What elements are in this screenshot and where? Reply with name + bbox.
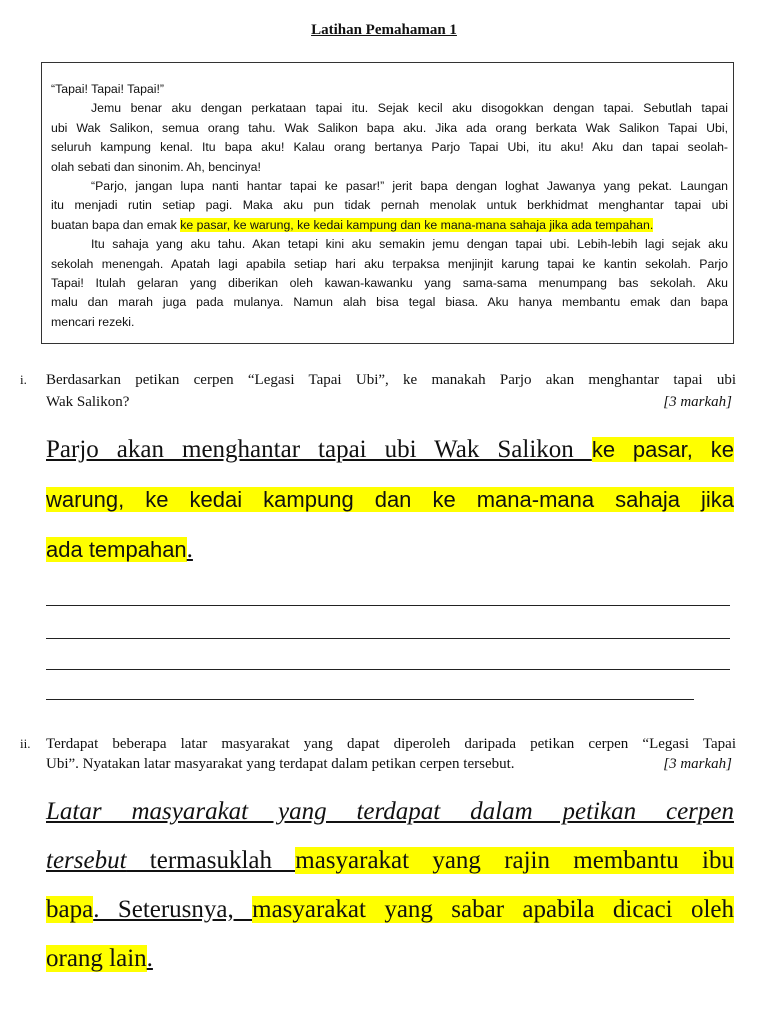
passage-line: mencari rezeki. [51,314,135,329]
blank-answer-line[interactable] [46,638,730,639]
answer-highlight: ke pasar, ke [591,437,734,462]
passage-line: “Parjo, jangan lupa nanti hantar tapai ke pasar!” jerit bapa dengan loghat Jawanya yang pekat. Laungan [91,179,728,193]
passage-line: malu dan marah juga pada mulanya. Namun alah bisa tegal biasa. Aku hanya membantu emak dan bapa [51,295,728,310]
passage-line: Tapai! Itulah gelaran yang diberikan oleh kawan-kawanku yang sama-sama menumpang bas sekolah. Aku [51,276,728,290]
question-text: Wak Salikon? [46,394,130,410]
answer-2-line: Latar masyarakat yang terdapat dalam petikan cerpen [46,798,734,825]
blank-answer-line[interactable] [46,699,694,700]
passage-line: seluruh kampung kenal. Itu bapa aku! Kalau orang bertanya Parjo Tapai Ubi, itu aku! Aku dan tapai seolah- [51,140,728,155]
marks-label: [3 markah] [663,394,732,410]
answer-2-line: orang lain. [46,945,153,972]
answer-highlight: ada tempahan [46,537,187,562]
answer-2-line: bapa. Seterusnya, masyarakat yang sabar apabila dicaci oleh [46,896,734,923]
passage-line: “Tapai! Tapai! Tapai!” [51,82,165,96]
answer-1-line [46,483,734,517]
passage-line: olah sebati dan sinonim. Ah, bencinya! [51,159,261,174]
passage-line: ubi Wak Salikon, semua orang tahu. Wak Salikon bapa aku. Jika ada orang berkata Wak Salikon Tapai Ubi, [51,120,728,135]
passage-line: Jemu benar aku dengan perkataan tapai itu. Sejak kecil aku disogokkan dengan tapai. Sebutlah tapai [91,101,728,116]
passage-line: buatan bapa dan emak ke pasar, ke warung, ke kedai kampung dan ke mana-mana sahaja jika ada tempahan. [51,217,654,232]
highlighted-text: ke pasar, ke warung, ke kedai kampung dan ke mana-mana sahaja jika ada tempahan. [180,217,654,232]
marks-label: [3 markah] [663,756,732,772]
passage-line: sekolah menengah. Apatah lagi apabila setiap hari aku terpaksa menjinjit karung tapai ke kantin sekolah. Parjo [51,256,728,271]
page-title: Latihan Pemahaman 1 [311,22,457,38]
question-text: Ubi”. Nyatakan latar masyarakat yang terdapat dalam petikan cerpen tersebut. [46,756,515,772]
answer-highlight: warung, ke kedai kampung dan ke mana-mana sahaja jika [46,487,734,512]
answer-text: . [186,536,193,563]
passage-box [41,62,734,344]
answer-1-line [46,533,734,567]
question-number: i. [20,372,27,387]
question-text: Terdapat beberapa latar masyarakat yang dapat diperoleh daripada petikan cerpen “Legasi Tapai [46,736,736,752]
blank-answer-line[interactable] [46,669,730,670]
answer-2-line: tersebut termasuklah masyarakat yang rajin membantu ibu [46,847,734,874]
blank-answer-line[interactable] [46,605,730,606]
passage-line: Itu sahaja yang aku tahu. Akan tetapi kini aku semakin jemu dengan tapai ubi. Lebih-lebih lagi sejak aku [91,237,728,252]
question-text: Berdasarkan petikan cerpen “Legasi Tapai Ubi”, ke manakah Parjo akan menghantar tapai ubi [46,372,736,388]
answer-1-line [46,433,734,467]
question-number: ii. [20,736,31,751]
passage-line: itu menjadi rutin setiap pagi. Maka aku pun tidak pernah menolak untuk berkhidmat menghantar tapai ubi [51,198,728,213]
answer-text: Parjo akan menghantar tapai ubi Wak Salikon [46,436,592,463]
